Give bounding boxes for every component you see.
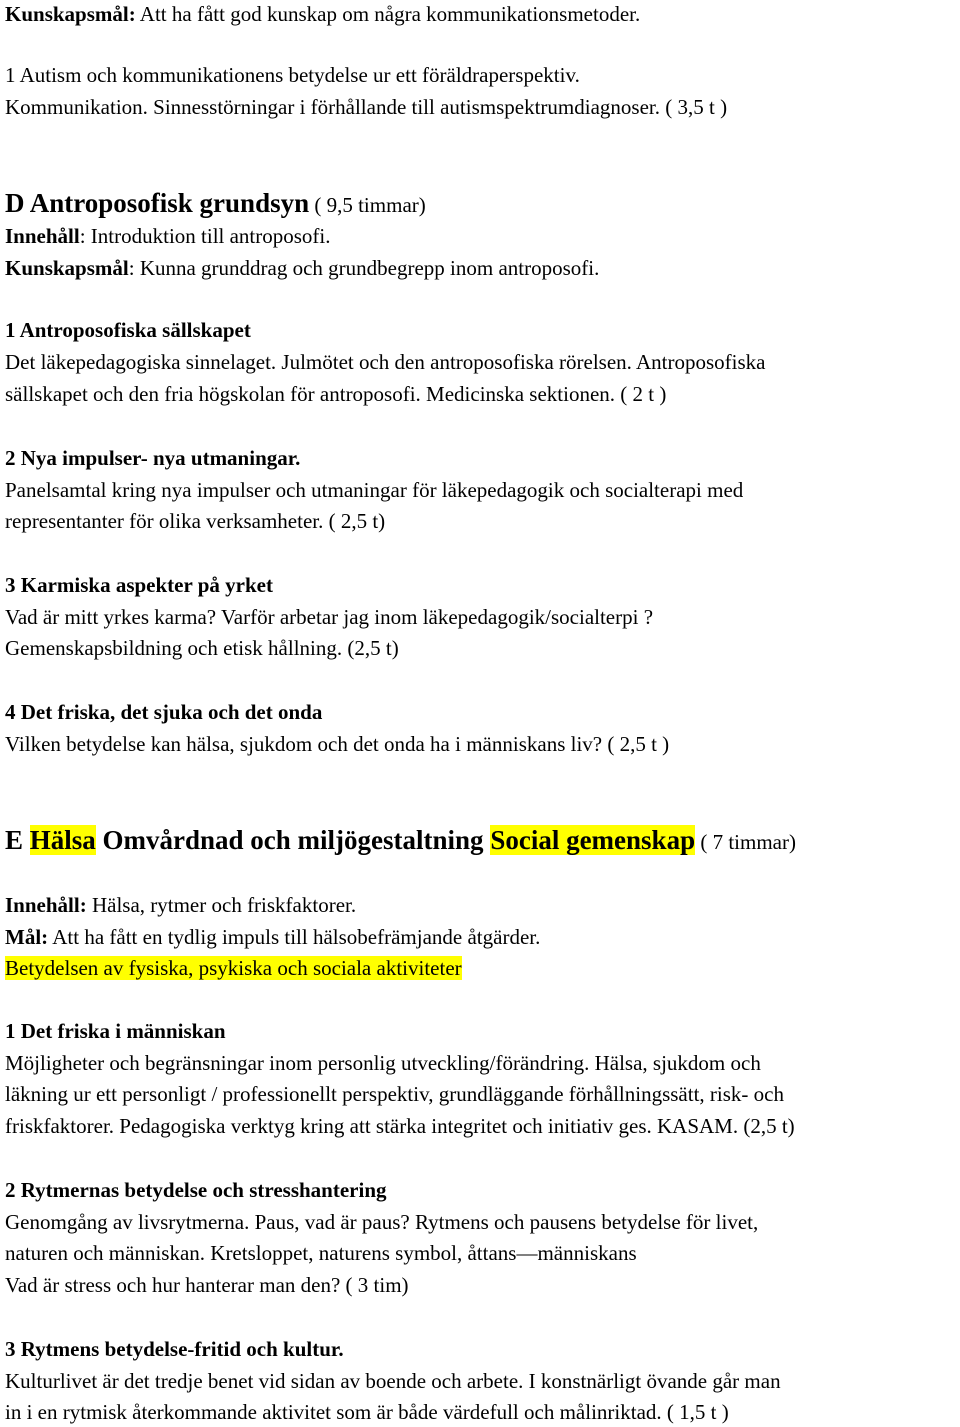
section-d-goal-label: Kunskapsmål xyxy=(5,256,129,280)
kunskapsmal-text: Att ha fått god kunskap om några kommunikationsmetoder. xyxy=(135,2,641,26)
kunskapsmal-label: Kunskapsmål: xyxy=(5,2,136,26)
d2-line-2: representanter för olika verksamheter. ( 2,5 t) xyxy=(5,509,386,533)
section-e-goal-text: Att ha fått en tydlig impuls till hälsobefrämjande åtgärder. xyxy=(48,925,541,949)
section-e-content-label: Innehåll: xyxy=(5,893,87,917)
d1-line-2: sällskapet och den fria högskolan för antroposofi. Medicinska sektionen. ( 2 t ) xyxy=(5,382,667,406)
e1-heading: 1 Det friska i människan xyxy=(5,1019,226,1043)
section-e-title xyxy=(5,823,796,859)
section-e-content xyxy=(5,892,356,918)
section-e-content-text: Hälsa, rytmer och friskfaktorer. xyxy=(86,893,357,917)
section-e-prefix: E xyxy=(5,825,30,855)
section-d-goal-text: : Kunna grunddrag och grundbegrepp inom antroposofi. xyxy=(128,256,600,280)
d4-line-1: Vilken betydelse kan hälsa, sjukdom och det onda ha i människans liv? ( 2,5 t ) xyxy=(5,732,670,756)
section-e-hours: ( 7 timmar) xyxy=(695,830,796,854)
e1-line-2: läkning ur ett personligt / professionellt perspektiv, grundläggande förhållningssätt, risk- och xyxy=(5,1082,784,1106)
section-d-goal xyxy=(5,255,599,281)
autism-line: 1 Autism och kommunikationens betydelse ur ett föräldraperspektiv. xyxy=(5,63,580,87)
section-d-hours: ( 9,5 timmar) xyxy=(309,193,426,217)
d4-heading: 4 Det friska, det sjuka och det onda xyxy=(5,700,323,724)
e3-heading: 3 Rytmens betydelse-fritid och kultur. xyxy=(5,1337,344,1361)
section-e-highlight-halsa: Hälsa xyxy=(29,825,96,855)
e3-line-2: in i en rytmisk återkommande aktivitet som är både värdefull och målinriktad. ( 1,5 t ) xyxy=(5,1400,729,1424)
section-d-content-label: Innehåll xyxy=(5,224,80,248)
d3-line-2: Gemenskapsbildning och etisk hållning. (2,5 t) xyxy=(5,636,399,660)
section-e-mid: Omvårdnad och miljögestaltning xyxy=(95,825,491,855)
section-d-heading: D Antroposofisk grundsyn xyxy=(5,188,310,218)
e2-line-2: naturen och människan. Kretsloppet, naturens symbol, åttans—människans xyxy=(5,1241,637,1265)
section-e-goal xyxy=(5,924,540,950)
e2-heading: 2 Rytmernas betydelse och stresshantering xyxy=(5,1178,387,1202)
e1-line-1: Möjligheter och begränsningar inom personlig utveckling/förändring. Hälsa, sjukdom och xyxy=(5,1051,761,1075)
e3-line-1: Kulturlivet är det tredje benet vid sidan av boende och arbete. I konstnärligt övande går man xyxy=(5,1369,781,1393)
d1-heading: 1 Antroposofiska sällskapet xyxy=(5,318,251,342)
section-e-highlight-text: Betydelsen av fysiska, psykiska och sociala aktiviteter xyxy=(5,956,462,980)
d3-line-1: Vad är mitt yrkes karma? Varför arbetar jag inom läkepedagogik/socialterpi ? xyxy=(5,605,654,629)
kommunikation-line: Kommunikation. Sinnesstörningar i förhållande till autismspektrumdiagnoser. ( 3,5 t ) xyxy=(5,95,728,119)
e2-line-3: Vad är stress och hur hanterar man den? ( 3 tim) xyxy=(5,1273,409,1297)
section-d-content xyxy=(5,223,331,249)
section-e-highlight-line xyxy=(5,955,462,981)
d3-heading: 3 Karmiska aspekter på yrket xyxy=(5,573,273,597)
section-e-highlight-social: Social gemenskap xyxy=(490,825,696,855)
kunskapsmal-line xyxy=(5,1,640,27)
e2-line-1: Genomgång av livsrytmerna. Paus, vad är paus? Rytmens och pausens betydelse för livet, xyxy=(5,1210,759,1234)
section-d-title xyxy=(5,186,426,222)
d1-line-1: Det läkepedagogiska sinnelaget. Julmötet och den antroposofiska rörelsen. Antroposofiska xyxy=(5,350,766,374)
e1-line-3: friskfaktorer. Pedagogiska verktyg kring att stärka integritet och initiativ ges. KASAM. (2,5 t) xyxy=(5,1114,795,1138)
section-e-goal-label: Mål: xyxy=(5,925,49,949)
d2-line-1: Panelsamtal kring nya impulser och utmaningar för läkepedagogik och socialterapi med xyxy=(5,478,744,502)
d2-heading: 2 Nya impulser- nya utmaningar. xyxy=(5,446,301,470)
section-d-content-text: : Introduktion till antroposofi. xyxy=(79,224,331,248)
